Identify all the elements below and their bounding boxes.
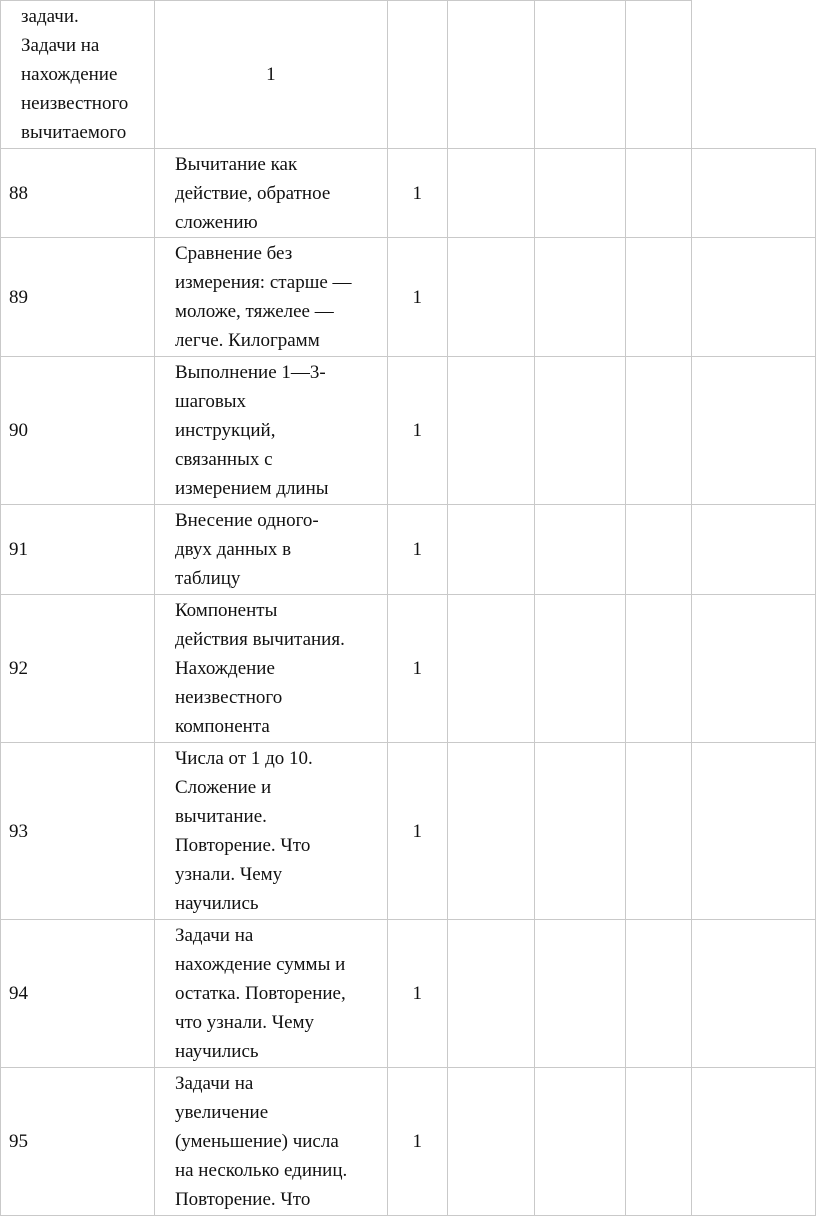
empty-cell <box>447 595 534 743</box>
empty-cell <box>534 1068 626 1216</box>
topic-line: неизвестного <box>174 687 283 708</box>
empty-cell <box>692 149 816 238</box>
empty-cell <box>447 1068 534 1216</box>
empty-cell <box>534 357 626 505</box>
topic-cell <box>154 1068 387 1216</box>
empty-cell <box>447 743 534 920</box>
table-row <box>1 595 816 743</box>
topic-line: научились <box>174 1041 259 1062</box>
empty-cell <box>626 238 692 357</box>
empty-cell <box>692 357 816 505</box>
topic-line: задачи. <box>21 6 79 27</box>
empty-cell <box>626 149 692 238</box>
topic-line: Сложение и <box>174 777 272 798</box>
lesson-number-cell: 93 <box>1 743 155 920</box>
edge-cell <box>692 1 816 149</box>
hours-cell: 1 <box>387 920 447 1068</box>
table-row <box>1 357 816 505</box>
hours-cell: 1 <box>387 1068 447 1216</box>
topic-line: таблицу <box>174 568 241 589</box>
topic-line: связанных с <box>174 449 273 470</box>
topic-line: легче. Килограмм <box>174 330 320 351</box>
topic-line: Вычитание как <box>174 153 298 175</box>
lesson-number-cell: 92 <box>1 595 155 743</box>
lesson-number-cell: 88 <box>1 149 155 238</box>
topic-line: Повторение. Что <box>174 1189 311 1210</box>
empty-cell <box>692 1068 816 1216</box>
topic-line: (уменьшение) числа <box>174 1131 339 1152</box>
topic-line: сложению <box>174 211 258 233</box>
topic-line: научились <box>174 893 259 914</box>
topic-line: двух данных в <box>174 539 292 560</box>
lesson-number-cell: 91 <box>1 505 155 595</box>
table-row <box>1 505 816 595</box>
empty-cell <box>626 357 692 505</box>
topic-line: Компоненты <box>174 600 278 621</box>
empty-cell <box>447 505 534 595</box>
topic-cell <box>154 505 387 595</box>
empty-cell <box>534 743 626 920</box>
topic-line: Внесение одного- <box>174 510 319 531</box>
empty-cell <box>447 1 534 149</box>
table-row <box>1 149 816 238</box>
empty-cell <box>534 920 626 1068</box>
table-row <box>1 743 816 920</box>
lesson-number-cell: 89 <box>1 238 155 357</box>
table-row <box>1 238 816 357</box>
empty-cell <box>692 743 816 920</box>
hours-cell: 1 <box>387 505 447 595</box>
topic-line: Числа от 1 до 10. <box>174 748 313 769</box>
empty-cell <box>626 505 692 595</box>
topic-line: увеличение <box>174 1102 269 1123</box>
topic-line: моложе, тяжелее — <box>174 301 334 322</box>
table-row <box>1 920 816 1068</box>
topic-cell <box>154 149 387 238</box>
topic-line: вычитаемого <box>21 122 127 143</box>
empty-cell <box>534 505 626 595</box>
topic-line: Задачи на <box>174 925 254 946</box>
empty-cell <box>692 505 816 595</box>
topic-cell <box>154 238 387 357</box>
lesson-number-cell: 94 <box>1 920 155 1068</box>
topic-line: что узнали. Чему <box>174 1012 315 1033</box>
empty-cell <box>692 595 816 743</box>
empty-cell <box>626 1068 692 1216</box>
topic-line: на несколько единиц. <box>174 1160 348 1181</box>
table-body <box>1 1 816 1216</box>
topic-line: компонента <box>174 716 270 737</box>
topic-line: остатка. Повторение, <box>174 983 346 1004</box>
lesson-number-cell: 90 <box>1 357 155 505</box>
topic-line: Повторение. Что <box>174 835 311 856</box>
topic-line: неизвестного <box>21 93 129 114</box>
hours-cell: 1 <box>387 595 447 743</box>
empty-cell <box>387 1 447 149</box>
empty-cell <box>534 149 626 238</box>
topic-line: Задачи на <box>21 35 100 56</box>
topic-line: Выполнение 1—3- <box>174 362 326 383</box>
topic-cell <box>154 920 387 1068</box>
topic-line: действия вычитания. <box>174 629 345 650</box>
lesson-number-cell: 95 <box>1 1068 155 1216</box>
hours-cell: 1 <box>154 1 387 149</box>
hours-cell: 1 <box>387 149 447 238</box>
topic-line: действие, обратное <box>174 182 331 204</box>
topic-line: Нахождение <box>174 658 275 679</box>
empty-cell <box>692 920 816 1068</box>
topic-line: узнали. Чему <box>174 864 283 885</box>
empty-cell <box>447 238 534 357</box>
empty-cell <box>447 920 534 1068</box>
hours-cell: 1 <box>387 743 447 920</box>
topic-line: Задачи на <box>174 1073 254 1094</box>
empty-cell <box>534 1 626 149</box>
topic-line: шаговых <box>174 391 247 412</box>
topic-line: инструкций, <box>174 420 276 441</box>
topic-cell <box>154 357 387 505</box>
topic-cell-continued <box>1 1 155 149</box>
empty-cell <box>626 743 692 920</box>
topic-cell <box>154 743 387 920</box>
empty-cell <box>626 1 692 149</box>
table-row <box>1 1068 816 1216</box>
topic-line: Сравнение без <box>174 243 293 264</box>
topic-line: нахождение <box>21 64 118 85</box>
topic-line: измерения: старше — <box>174 272 352 293</box>
table-row <box>1 1 816 149</box>
empty-cell <box>626 595 692 743</box>
topic-cell <box>154 595 387 743</box>
topic-line: нахождение суммы и <box>174 954 346 975</box>
empty-cell <box>447 149 534 238</box>
topic-line: измерением длины <box>174 478 329 499</box>
empty-cell <box>534 595 626 743</box>
hours-cell: 1 <box>387 238 447 357</box>
empty-cell <box>447 357 534 505</box>
hours-cell: 1 <box>387 357 447 505</box>
topic-line: вычитание. <box>174 806 267 827</box>
empty-cell <box>692 238 816 357</box>
empty-cell <box>534 238 626 357</box>
empty-cell <box>626 920 692 1068</box>
